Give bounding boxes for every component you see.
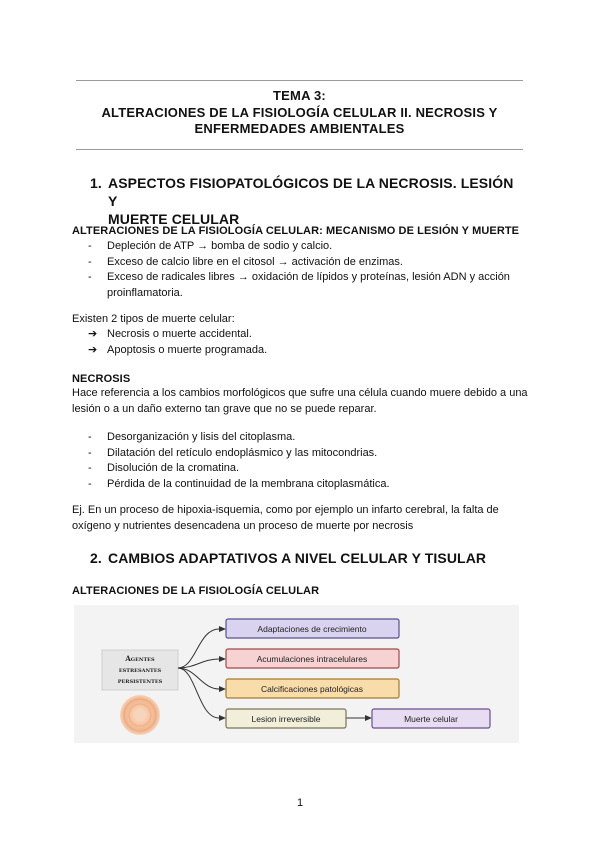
connector-calcificaciones (178, 668, 219, 689)
arrow-right-icon: ➔ (88, 343, 98, 356)
section-2-subheading: ALTERACIONES DE LA FISIOLOGÍA CELULAR (72, 585, 320, 597)
list-item: - Disolución de la cromatina. (88, 461, 528, 477)
stress-agents-line-2: estresantes (118, 665, 162, 674)
connector-adaptaciones (178, 629, 219, 668)
list-item (88, 327, 267, 343)
arrowhead-icon (219, 656, 226, 662)
section-1-title-line-2: MUERTE CELULAR (108, 211, 240, 227)
mechanism-subheading: ALTERACIONES DE LA FISIOLOGÍA CELULAR: MECANISMO DE LESIÓN Y MUERTE (72, 225, 520, 237)
connector-lesion (178, 668, 219, 718)
outcome-label-calcificaciones: Calcificaciones patológicas (260, 684, 364, 694)
cell-illustration-icon (120, 695, 160, 735)
outcome-label-adaptaciones: Adaptaciones de crecimiento (257, 624, 367, 634)
list-item: - Dilatación del retículo endoplásmico y las mitocondrias. (88, 446, 528, 462)
list-item: - Depleción de ATP → bomba de sodio y calcio. (88, 239, 528, 255)
stress-agents-line-1: Agentes (125, 654, 155, 663)
outcome-label-acumulaciones: Acumulaciones intracelulares (256, 654, 368, 664)
outcome-label-lesion: Lesion irreversible (251, 714, 321, 724)
outcome-label-muerte-celular: Muerte celular (404, 714, 458, 724)
arrow-right-icon: ➔ (88, 328, 98, 340)
necrosis-example: Ej. En un proceso de hipoxia-isquemia, como por ejemplo un infarto cerebral, la falta de oxígeno y nutrientes desencadena un proceso de muerte por necrosis (72, 504, 499, 532)
death-type-apoptosis: Apoptosis o muerte programada. (107, 343, 268, 356)
section-1-title-line-1: ASPECTOS FISIOPATOLÓGICOS DE LA NECROSIS. LESIÓN Y (108, 175, 514, 209)
necrosis-definition: Hace referencia a los cambios morfológicos que sufre una célula cuando muere debido a una lesión o a un daño externo tan grave que no se puede reparar. (72, 387, 528, 415)
section-1-title (108, 174, 518, 228)
section-2-number: 2. (90, 550, 102, 566)
list-item: - Exceso de calcio libre en el citosol → activación de enzimas. (88, 255, 528, 271)
list-item: - Pérdida de la continuidad de la membrana citoplasmática. (88, 477, 528, 493)
arrowhead-icon (365, 715, 372, 721)
document-title (76, 88, 523, 138)
title-line-1: TEMA 3: (273, 88, 326, 103)
title-line-3: ENFERMEDADES AMBIENTALES (194, 121, 405, 136)
death-types-list (88, 327, 267, 358)
necrosis-features-list (88, 430, 528, 492)
cell-alterations-diagram (74, 605, 519, 743)
death-types-intro: Existen 2 tipos de muerte celular: (72, 313, 235, 325)
title-bottom-divider (76, 149, 523, 150)
section-1-number: 1. (90, 175, 102, 191)
death-type-necrosis: Necrosis o muerte accidental. (107, 328, 252, 340)
arrowhead-icon (219, 715, 226, 721)
section-2-title: CAMBIOS ADAPTATIVOS A NIVEL CELULAR Y TISULAR (108, 550, 487, 566)
stress-agents-line-3: persistentes (117, 676, 163, 685)
page-number: 1 (296, 797, 304, 809)
necrosis-heading: NECROSIS (72, 373, 131, 385)
mechanism-list (88, 239, 528, 301)
arrowhead-icon (219, 626, 226, 632)
diagram-svg (74, 605, 519, 743)
arrowhead-icon (219, 686, 226, 692)
list-item (88, 343, 267, 359)
top-divider (76, 80, 523, 81)
list-item: - Desorganización y lisis del citoplasma. (88, 430, 528, 446)
title-line-2: ALTERACIONES DE LA FISIOLOGÍA CELULAR II. NECROSIS Y (101, 104, 498, 120)
list-item: - Exceso de radicales libres → oxidación de lípidos y proteínas, lesión ADN y acción proinflamatoria. (88, 270, 528, 301)
